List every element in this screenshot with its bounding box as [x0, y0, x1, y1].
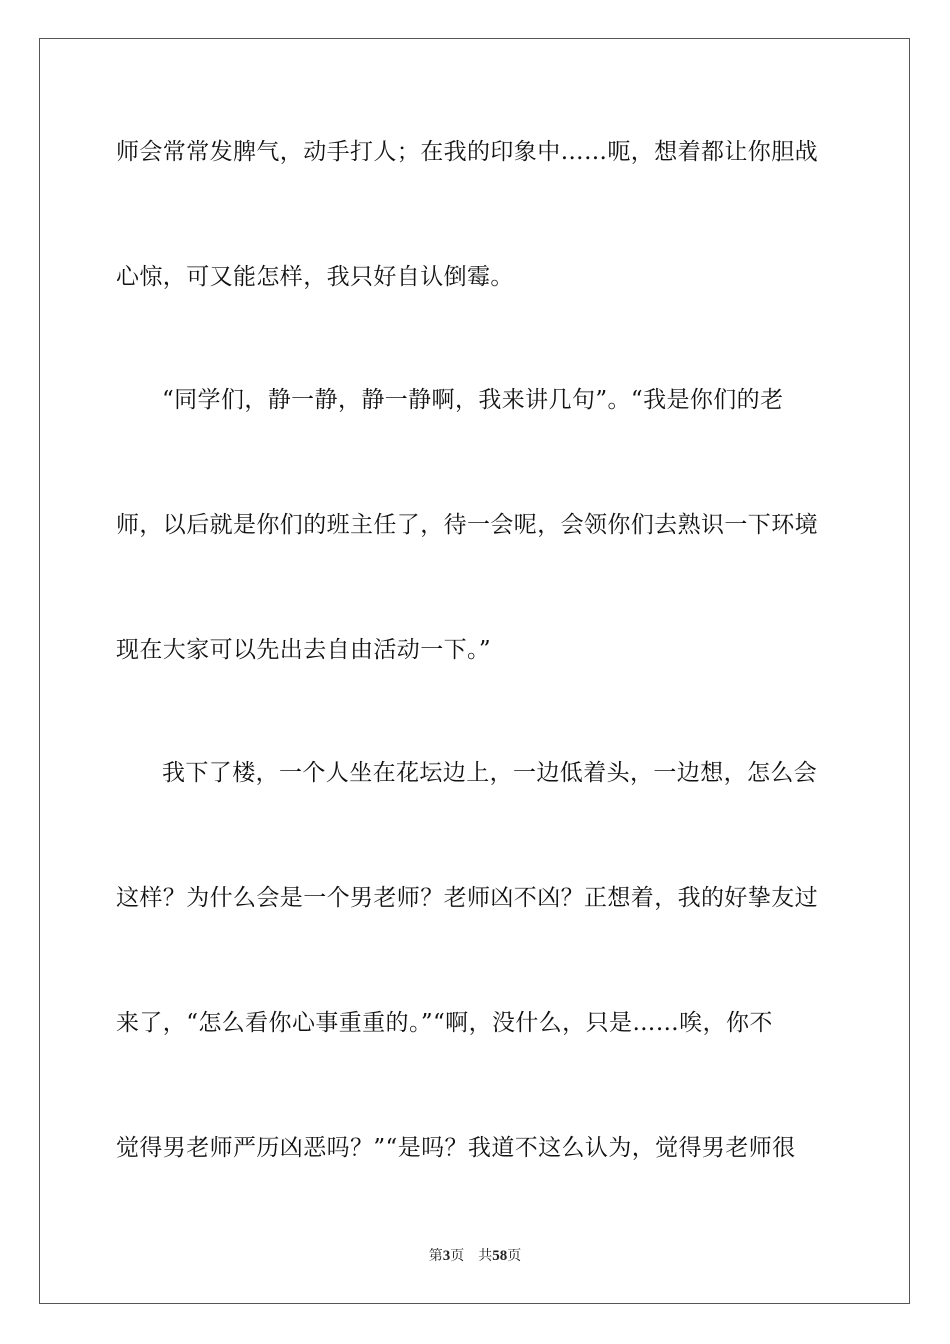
page-number: 3 — [442, 1248, 451, 1264]
text-line-6: 我下了楼，一个人坐在花坛边上，一边低着头，一边想，怎么会 — [162, 760, 818, 786]
total-pages: 58 — [492, 1248, 508, 1264]
text-line-1: 师会常常发脾气，动手打人；在我的印象中……呃，想着都让你胆战 — [116, 139, 818, 165]
text-line-7: 这样？为什么会是一个男老师？老师凶不凶？正想着，我的好挚友过 — [116, 885, 818, 911]
text-line-2: 心惊，可又能怎样，我只好自认倒霉。 — [116, 264, 514, 290]
text-line-8: 来了，“怎么看你心事重重的。”“啊，没什么，只是……唉，你不 — [116, 1010, 773, 1036]
text-line-9: 觉得男老师严历凶恶吗？”“是吗？我道不这么认为，觉得男老师很 — [116, 1135, 796, 1161]
total-suffix: 页 — [507, 1248, 522, 1264]
page-border — [39, 38, 910, 1304]
total-prefix: 共 — [478, 1248, 493, 1264]
text-line-5: 现在大家可以先出去自由活动一下。” — [116, 637, 492, 663]
text-line-4: 师，以后就是你们的班主任了，待一会呢，会领你们去熟识一下环境 — [116, 512, 818, 538]
page-prefix: 第 — [428, 1248, 443, 1264]
text-line-3: “同学们，静一静，静一静啊，我来讲几句”。“我是你们的老 — [162, 387, 784, 413]
page-suffix: 页 — [450, 1248, 465, 1264]
page-footer — [0, 1246, 950, 1266]
